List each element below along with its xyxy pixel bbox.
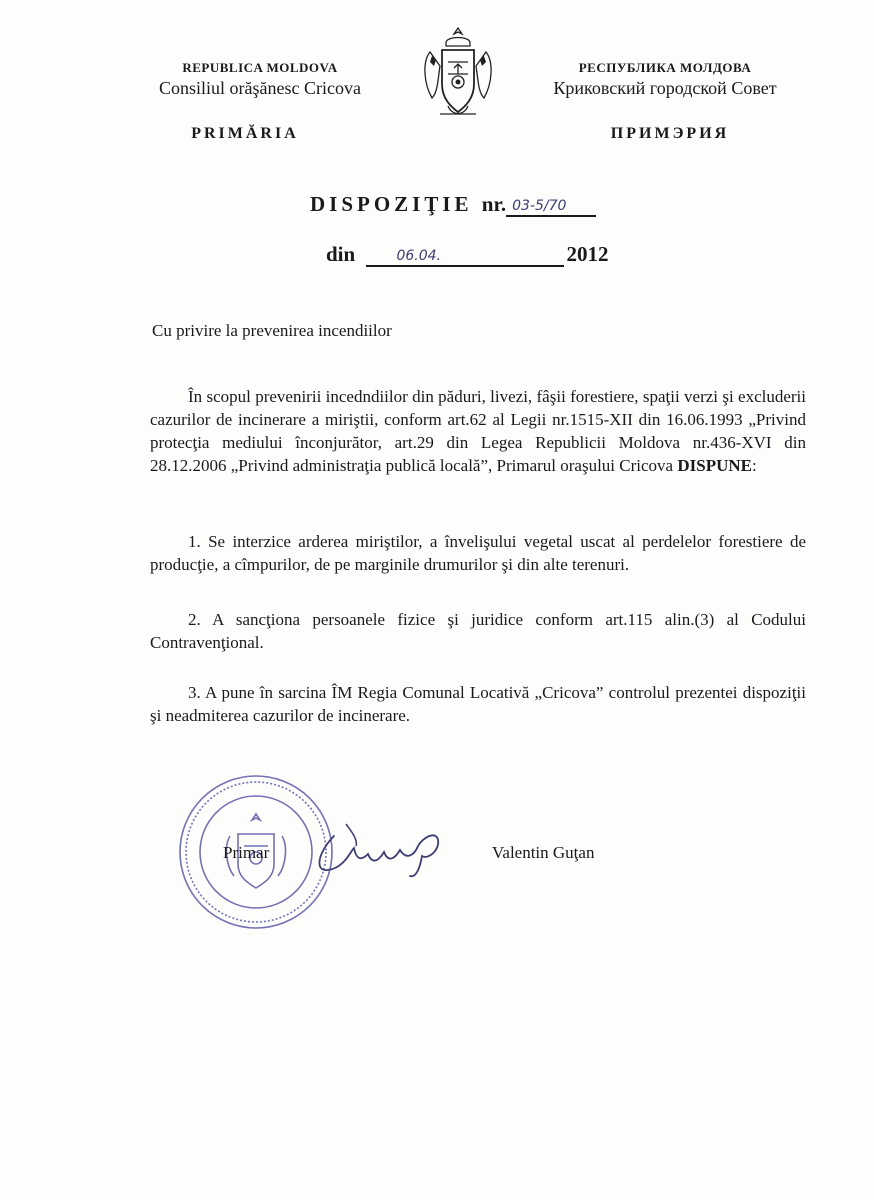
date-line — [326, 242, 608, 267]
header-left-country: REPUBLICA MOLDOVA — [182, 60, 338, 75]
document-title-line — [310, 192, 596, 217]
coat-of-arms-icon — [418, 22, 498, 127]
signature-role: Primar — [223, 843, 270, 862]
number-field — [506, 195, 596, 217]
document-subject: Cu privire la prevenirea incendiilor — [152, 321, 392, 340]
header-left-council: Consiliul orăşănesc Cricova — [159, 78, 361, 98]
date-year: 2012 — [566, 242, 609, 266]
intro-emphasis: DISPUNE — [677, 456, 752, 475]
header-left — [110, 60, 410, 99]
office-title-left: PRIMĂRIA — [191, 125, 299, 142]
date-prefix: din — [326, 242, 356, 266]
signatory-name: Valentin Guţan — [492, 843, 595, 862]
date-field — [366, 245, 564, 267]
header-right — [500, 60, 830, 99]
list-item: 3. A pune în sarcina ÎM Regia Comunal Locativă „Cricova” controlul prezentei dispoziţii şi neadmiterea cazurilor de incinerare. — [150, 683, 806, 725]
list-item: 2. A sancţiona persoanele fizice şi juridice conform art.115 alin.(3) al Codului Contravenţional. — [150, 610, 806, 652]
office-title-right: ПРИМЭРИЯ — [610, 125, 730, 142]
number-label: nr. — [481, 192, 507, 216]
intro-paragraph — [150, 385, 806, 477]
header-right-council: Криковский городской Совет — [553, 78, 777, 98]
intro-text: În scopul prevenirii incedndiilor din păduri, livezi, fâşii forestiere, spaţii verzi şi excluderii cazurilor de incinerare a miriştii, conform art.62 al Legii nr.1515-XII din 16.06.1993 „Privind protecţia mediului înconjurător, art.29 din Legea Republicii Moldova nr.436-XVI din 28.12.2006 „Privind administraţia publică locală”, Primarul oraşului Cricova — [150, 387, 806, 475]
number-value: 03-5/70 — [512, 198, 567, 214]
handwritten-signature — [298, 812, 458, 882]
list-item: 1. Se interzice arderea miriştilor, a învelişului vegetal uscat al perdelelor forestiere de producţie, a cîmpurilor, de pe marginile drumurilor şi din alte terenuri. — [150, 532, 806, 574]
header-right-country: РЕСПУБЛИКА МОЛДОВА — [578, 60, 752, 75]
date-value: 06.04. — [396, 248, 441, 264]
intro-end: : — [751, 456, 757, 475]
document-title: DISPOZIŢIE — [310, 192, 473, 216]
